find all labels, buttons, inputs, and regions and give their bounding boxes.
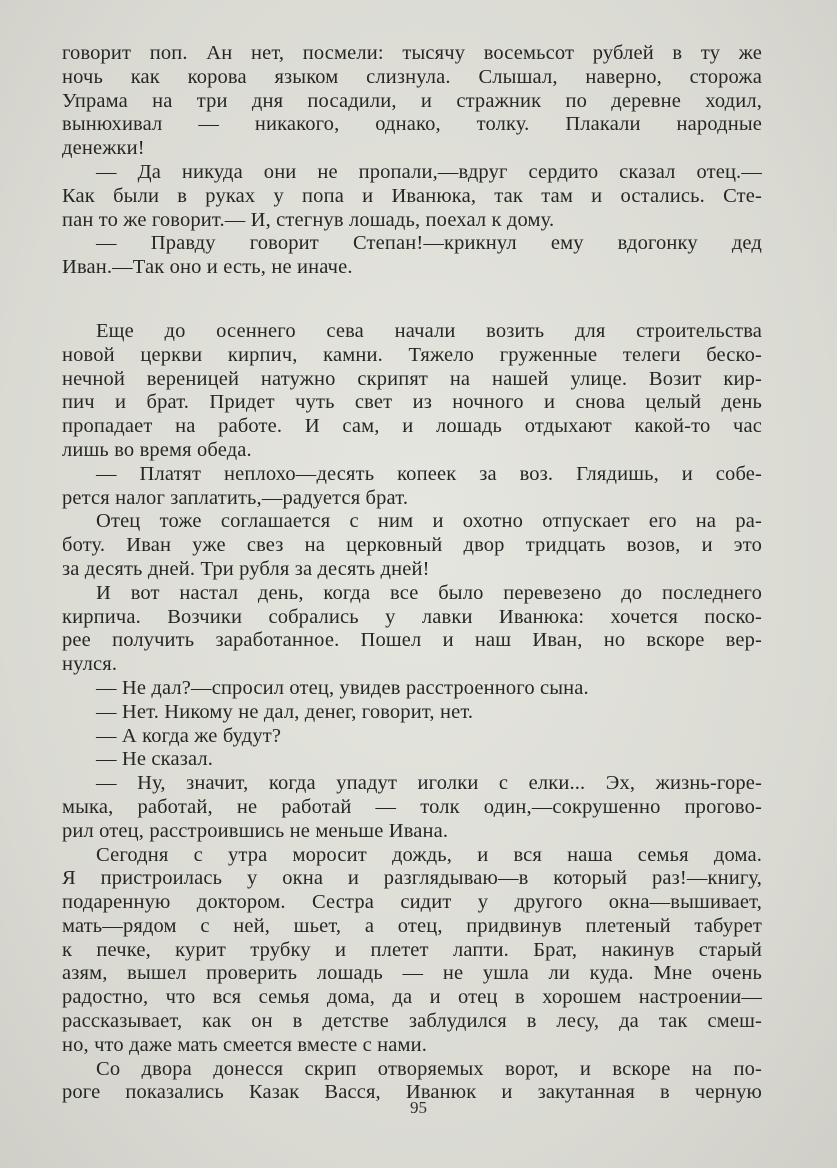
text-line: ночь как корова языком слизнула. Слышал, наверно, сторожа [62,65,762,88]
text-line: — Нет. Никому не дал, денег, говорит, нет. [96,700,474,723]
text-line: — Не сказал. [96,748,214,771]
page-text [62,42,762,1105]
text-line: лишь во время обеда. [62,438,252,461]
text-line: кирпича. Возчики собрались у лавки Иванюка: хочется поско- [62,605,762,628]
text-line: пропадает на работе. И сам, и лошадь отдыхают какой-то час [62,415,762,438]
text-line: Со двора донесся скрип отворяемых ворот, и вскоре на по- [96,1057,762,1080]
text-line: пан то же говорит.— И, стегнув лошадь, поехал к дому. [62,208,555,231]
text-line: — Платят неплохо—десять копеек за воз. Глядишь, и собе- [96,462,762,485]
text-line: Сегодня с утра моросит дождь, и вся наша семья дома. [96,843,762,866]
text-line: пич и брат. Придет чуть свет из ночного и снова целый день [62,391,762,414]
text-line: — А когда же будут? [96,724,282,747]
text-line: Еще до осеннего сева начали возить для строительства [96,319,762,342]
page-number: 95 [410,1098,427,1117]
text-line: но, что даже мать смеется вместе с нами. [62,1033,428,1056]
text-line: новой церкви кирпич, камни. Тяжело груженные телеги беско- [62,343,762,366]
text-line: Как были в руках у попа и Иванюка, так там и остались. Сте- [62,184,762,207]
text-line: говорит поп. Ан нет, посмели: тысячу восемьсот рублей в ту же [62,42,762,64]
section-break [62,280,762,320]
text-line: рассказывает, как он в детстве заблудился в лесу, да так смеш- [62,1010,762,1033]
text-line: вынюхивал — никакого, однако, толку. Плакали народные [62,113,762,136]
text-line: Упрама на три дня посадили, и стражник по деревне ходил, [62,89,762,112]
text-line: рее получить заработанное. Пошел и наш Иван, но вскоре вер- [62,629,762,652]
text-line: Иван.—Так оно и есть, не иначе. [62,256,353,279]
text-line: И вот настал день, когда все было перевезено до последнего [96,581,762,604]
text-line: нечной вереницей натужно скрипят на нашей улице. Возит кир- [62,367,762,390]
text-line: азям, вышел проверить лошадь — не ушла ли куда. Мне очень [62,962,762,985]
text-line: рил отец, расстроившись не меньше Ивана. [62,819,449,842]
text-line: боту. Иван уже свез на церковный двор тридцать возов, и это [62,534,762,557]
text-line: — Да никуда они не пропали,—вдруг сердито сказал отец.— [96,160,762,183]
text-line: за десять дней. Три рубля за десять дней! [62,557,430,580]
text-line: рется налог заплатить,—радуется брат. [62,486,409,509]
text-line: радостно, что вся семья дома, да и отец в хорошем настроении— [62,986,762,1009]
text-line: денежки! [62,137,145,160]
text-line: к печке, курит трубку и плетет лапти. Брат, накинув старый [62,938,762,961]
text-line: подаренную доктором. Сестра сидит у другого окна—вышивает, [62,891,762,914]
text-line: Отец тоже соглашается с ним и охотно отпускает его на ра- [96,510,762,533]
text-line: мыка, работай, не работай — толк один,—сокрушенно прогово- [62,795,762,818]
text-line: — Ну, значит, когда упадут иголки с елки... Эх, жизнь-горе- [96,772,762,795]
text-line: — Не дал?—спросил отец, увидев расстроенного сына. [96,676,589,699]
text-line: роге показались Казак Васся, Иванюк и закутанная в черную [62,1081,762,1104]
text-line: — Правду говорит Степан!—крикнул ему вдогонку дед [96,232,762,255]
text-line: мать—рядом с ней, шьет, а отец, придвинув плетеный табурет [62,914,762,937]
text-line: нулся. [62,653,118,676]
text-line: Я пристроилась у окна и разглядываю—в который раз!—книгу, [62,867,762,890]
